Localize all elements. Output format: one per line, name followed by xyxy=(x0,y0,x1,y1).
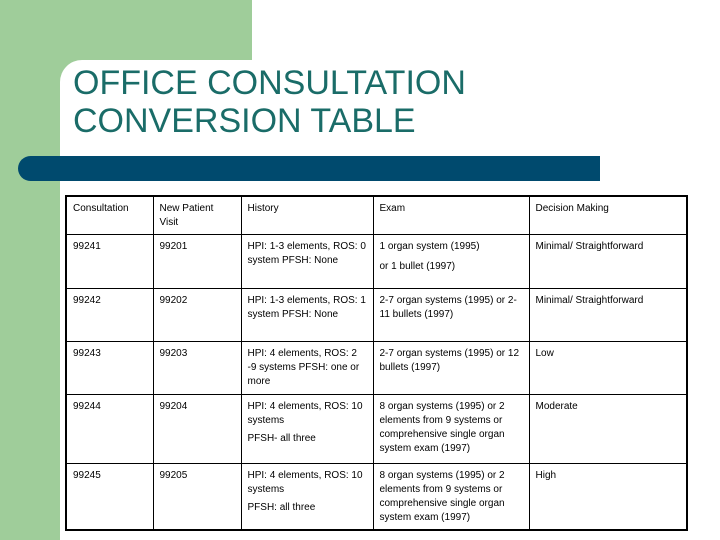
table-row xyxy=(66,464,687,531)
header-cell: Decision Making xyxy=(529,196,687,235)
table-row xyxy=(66,235,687,289)
exam-text: 2-7 organ systems (1995) or 12 bullets (1997) xyxy=(379,348,520,373)
history-text: HPI: 1-3 elements, ROS: 0 system PFSH: None xyxy=(247,241,366,266)
history-text: HPI: 4 elements, ROS: 10 systems xyxy=(247,470,363,495)
title-line-2: CONVERSION TABLE xyxy=(73,102,416,140)
consultation-code: 99243 xyxy=(66,342,153,395)
header-cell: History xyxy=(241,196,373,235)
table-row xyxy=(66,395,687,464)
exam-text: 1 organ system (1995) xyxy=(379,241,480,252)
table-row xyxy=(66,342,687,395)
new-patient-code: 99202 xyxy=(153,289,241,342)
decision-cell: Low xyxy=(529,342,687,395)
new-patient-code: 99201 xyxy=(153,235,241,289)
decision-cell: Minimal/ Straightforward xyxy=(529,289,687,342)
header-cell: Consultation xyxy=(66,196,153,235)
exam-cell xyxy=(373,235,529,289)
history-cell xyxy=(241,342,373,395)
exam-text: 8 organ systems (1995) or 2 elements from 9 systems or comprehensive single organ system exam (1997) xyxy=(379,470,505,523)
header-cell: New Patient Visit xyxy=(153,196,241,235)
history-text: HPI: 1-3 elements, ROS: 1 system PFSH: None xyxy=(247,295,366,320)
history-cell xyxy=(241,464,373,531)
history-cell xyxy=(241,289,373,342)
consultation-code: 99244 xyxy=(66,395,153,464)
title-line-1: OFFICE CONSULTATION xyxy=(73,64,466,102)
table-header-row xyxy=(66,196,687,235)
new-patient-code: 99204 xyxy=(153,395,241,464)
history-text: HPI: 4 elements, ROS: 10 systems xyxy=(247,401,363,426)
exam-cell xyxy=(373,342,529,395)
history-cell xyxy=(241,395,373,464)
conversion-table xyxy=(65,195,688,531)
new-patient-code: 99205 xyxy=(153,464,241,531)
consultation-code: 99242 xyxy=(66,289,153,342)
exam-text: 8 organ systems (1995) or 2 elements from 9 systems or comprehensive single organ system exam (1997) xyxy=(379,401,505,454)
consultation-code: 99245 xyxy=(66,464,153,531)
slide-title xyxy=(73,64,633,140)
decision-cell: Moderate xyxy=(529,395,687,464)
header-cell: Exam xyxy=(373,196,529,235)
exam-cell xyxy=(373,464,529,531)
history-extra-text: PFSH: all three xyxy=(247,502,316,513)
exam-extra-text: or 1 bullet (1997) xyxy=(379,261,456,272)
exam-cell xyxy=(373,395,529,464)
consultation-code: 99241 xyxy=(66,235,153,289)
decision-cell: Minimal/ Straightforward xyxy=(529,235,687,289)
exam-text: 2-7 organ systems (1995) or 2-11 bullets (1997) xyxy=(379,295,517,320)
title-underline-bar xyxy=(18,156,600,181)
history-cell xyxy=(241,235,373,289)
exam-cell xyxy=(373,289,529,342)
history-text: HPI: 4 elements, ROS: 2 -9 systems PFSH: one or more xyxy=(247,348,360,387)
decision-cell: High xyxy=(529,464,687,531)
new-patient-code: 99203 xyxy=(153,342,241,395)
table-row xyxy=(66,289,687,342)
history-extra-text: PFSH- all three xyxy=(247,433,316,444)
